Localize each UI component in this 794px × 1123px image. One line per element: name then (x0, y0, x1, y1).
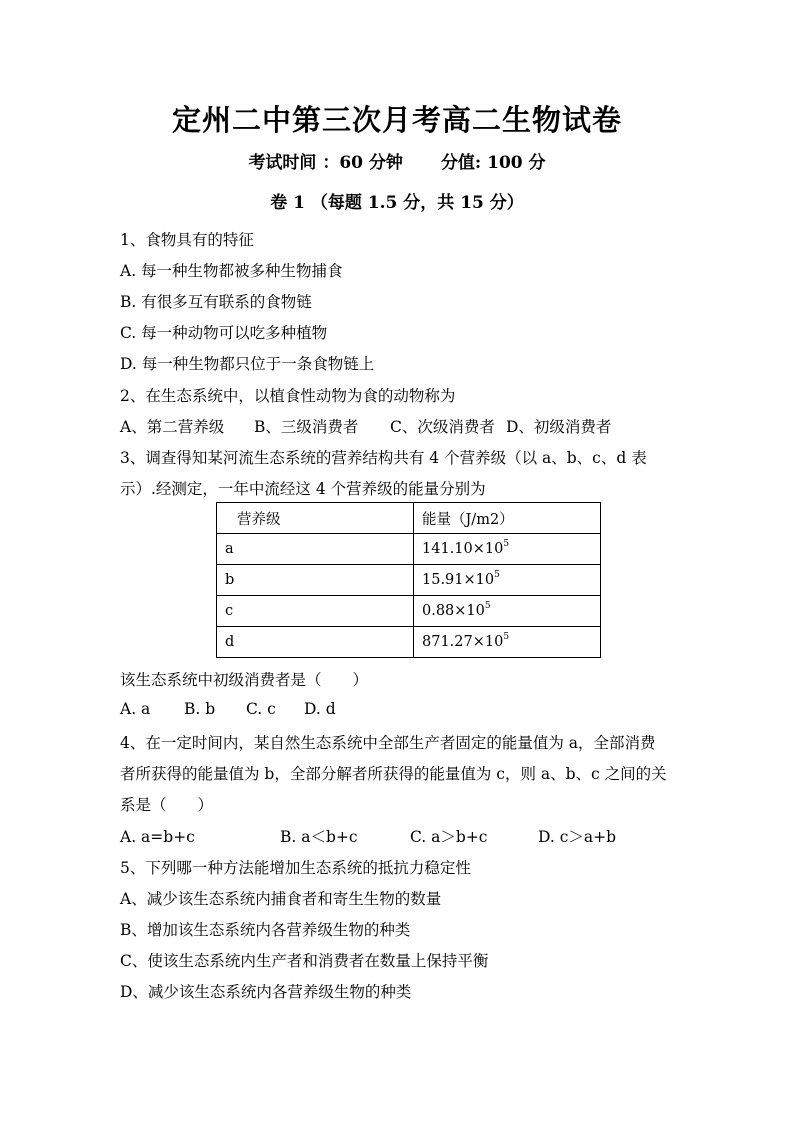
exam-score: 分值: 100 分 (440, 153, 546, 173)
question-3-option-a: A. a (120, 700, 151, 718)
energy-table (216, 502, 601, 658)
question-2-option-b: B、三级消费者 (254, 418, 359, 436)
question-4-option-a: A. a=b+c (120, 828, 195, 846)
table-cell-energy: $141.10\times 10^5$ (414, 534, 601, 565)
question-2-option-d: D、初级消费者 (506, 418, 612, 436)
table-row (217, 596, 601, 627)
question-2-stem: 2、在生态系统中，以植食性动物为食的动物称为 (120, 387, 456, 405)
question-4-option-b: B. a＜b+c (280, 828, 358, 846)
table-cell-energy: $15.91\times 10^5$ (414, 565, 601, 596)
question-1-option-d: D. 每一种生物都只位于一条食物链上 (120, 355, 375, 373)
question-5-option-d: D、减少该生态系统内各营养级生物的种类 (120, 983, 412, 1001)
question-5-option-c: C、使该生态系统内生产者和消费者在数量上保持平衡 (120, 952, 489, 970)
table-cell-energy: $871.27\times 10^5$ (414, 627, 601, 658)
question-3-stem-line-1: 3、调查得知某河流生态系统的营养结构共有 4 个营养级（以 a、b、c、d 表 (120, 449, 647, 467)
question-3-stem-line-2: 示）.经测定，一年中流经这 4 个营养级的能量分别为 (120, 480, 486, 498)
question-3-option-c: C. c (246, 700, 276, 718)
question-4-options (120, 825, 616, 847)
page-title: 定州二中第三次月考高二生物试卷 (171, 103, 622, 137)
question-4-stem-line-3: 系是（ ） (120, 796, 214, 814)
table-header-energy: 能量（J/m2） (414, 503, 601, 534)
question-5-option-b: B、增加该生态系统内各营养级生物的种类 (120, 921, 411, 939)
question-3-question: 该生态系统中初级消费者是（ ） (120, 671, 369, 689)
question-2-option-a: A、第二营养级 (120, 418, 225, 436)
question-4-stem-line-1: 4、在一定时间内，某自然生态系统中全部生产者固定的能量值为 a，全部消费 (120, 734, 656, 752)
question-4-option-c: C. a＞b+c (410, 828, 488, 846)
table-row (217, 565, 601, 596)
table-cell-level: b (217, 565, 414, 596)
exam-time: 考试时间 ：60 分钟 (248, 153, 403, 173)
question-1-option-a: A. 每一种生物都被多种生物捕食 (120, 262, 343, 280)
question-1-stem: 1、食物具有的特征 (120, 231, 254, 249)
question-3-options (120, 700, 336, 718)
question-1-option-c: C. 每一种动物可以吃多种植物 (120, 324, 328, 342)
exam-info (0, 148, 794, 173)
table-cell-level: c (217, 596, 414, 627)
question-2-option-c: C、次级消费者 (390, 418, 495, 436)
question-3-option-b: B. b (184, 700, 216, 718)
table-cell-level: d (217, 627, 414, 658)
table-cell-level: a (217, 534, 414, 565)
question-1-option-b: B. 有很多互有联系的食物链 (120, 293, 312, 311)
table-header-level: 营养级 (217, 503, 414, 534)
question-3-option-d: D. d (304, 700, 336, 718)
question-4-option-d: D. c＞a+b (538, 828, 617, 846)
question-5-stem: 5、下列哪一种方法能增加生态系统的抵抗力稳定性 (120, 859, 471, 877)
table-row (217, 534, 601, 565)
question-2-options (120, 415, 611, 437)
section-heading: 卷 1 （每题 1.5 分，共 15 分） (270, 193, 524, 213)
question-5-option-a: A、减少该生态系统内捕食者和寄生生物的数量 (120, 890, 442, 908)
table-header-row (217, 503, 601, 534)
question-4-stem-line-2: 者所获得的能量值为 b，全部分解者所获得的能量值为 c，则 a、b、c 之间的关 (120, 765, 667, 783)
table-cell-energy: $0.88\times 10^5$ (414, 596, 601, 627)
table-row (217, 627, 601, 658)
